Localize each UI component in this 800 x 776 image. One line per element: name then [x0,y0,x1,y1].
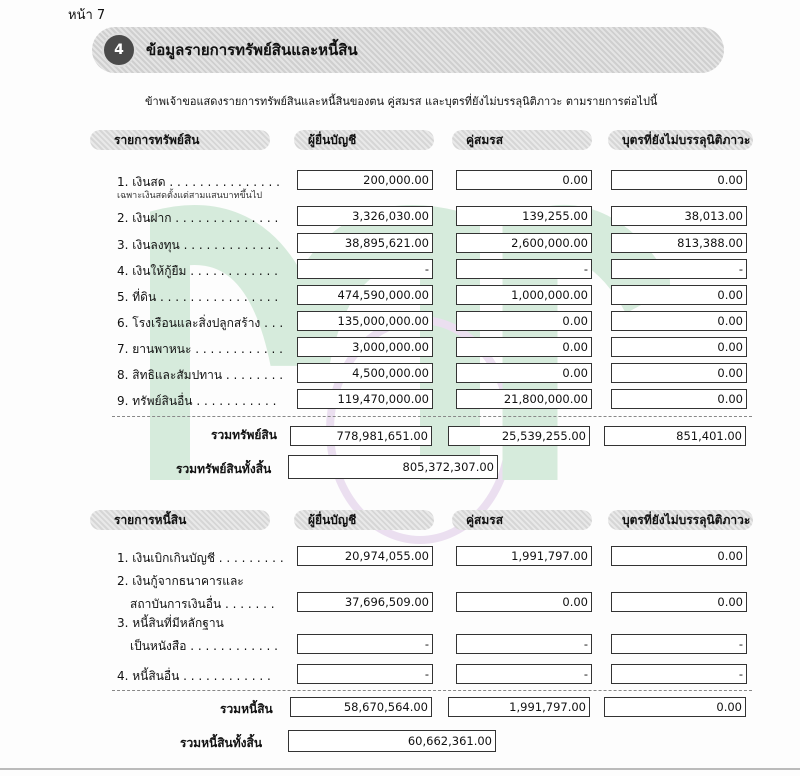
liability-children-value: 0.00 [611,546,747,566]
asset-row-label: 1. เงินสด . . . . . . . . . . . . . . . [117,175,280,189]
asset-spouse-value: 21,800,000.00 [456,389,592,409]
asset-spouse-value: 0.00 [456,170,592,190]
assets-total-owner: 778,981,651.00 [290,426,432,446]
asset-children-value: 0.00 [611,363,747,383]
liability-children-value: - [611,634,747,654]
liability-row-label-cont: สถาบันการเงินอื่น . . . . . . . [130,597,275,611]
liabilities-header: รายการหนี้สิน [90,510,270,530]
assets-grand-total: 805,372,307.00 [288,455,498,479]
intro-text: ข้าพเจ้าขอแสดงรายการทรัพย์สินและหนี้สินของตน คู่สมรส และบุตรที่ยังไม่บรรลุนิติภาวะ ตามรายการต่อไปนี้ [145,95,658,108]
asset-owner-value: 4,500,000.00 [297,363,433,383]
asset-owner-value: 38,895,621.00 [297,233,433,253]
assets-total-children: 851,401.00 [604,426,746,446]
liability-row-label-cont: เป็นหนังสือ . . . . . . . . . . . . [130,639,278,653]
col-spouse-header: คู่สมรส [452,130,592,150]
asset-row-label: 9. ทรัพย์สินอื่น . . . . . . . . . . . [117,394,277,408]
asset-spouse-value: 139,255.00 [456,206,592,226]
asset-owner-value: - [297,259,433,279]
asset-row-label: 2. เงินฝาก . . . . . . . . . . . . . . [117,211,279,225]
liability-row-label: 4. หนี้สินอื่น . . . . . . . . . . . . [117,669,271,683]
asset-spouse-value: - [456,259,592,279]
liability-spouse-value: 1,991,797.00 [456,546,592,566]
liability-owner-value: - [297,634,433,654]
liability-spouse-value: - [456,634,592,654]
asset-row-label: 8. สิทธิและสัมปทาน . . . . . . . . [117,368,284,382]
col-spouse-header-2: คู่สมรส [452,510,592,530]
liabilities-grand-total: 60,662,361.00 [288,730,496,752]
liability-row-label: 1. เงินเบิกเกินบัญชี . . . . . . . . . [117,551,284,565]
liability-row-label: 3. หนี้สินที่มีหลักฐาน [117,616,224,630]
assets-total-label: รวมทรัพย์สิน [211,428,277,442]
liability-children-value: - [611,664,747,684]
asset-spouse-value: 0.00 [456,363,592,383]
assets-header: รายการทรัพย์สิน [90,130,270,150]
asset-owner-value: 119,470,000.00 [297,389,433,409]
liability-row-label: 2. เงินกู้จากธนาคารและ [117,574,244,588]
asset-owner-value: 200,000.00 [297,170,433,190]
asset-children-value: 0.00 [611,311,747,331]
asset-row-label: 7. ยานพาหนะ . . . . . . . . . . . . [117,342,283,356]
col-children-header-2: บุตรที่ยังไม่บรรลุนิติภาวะ [608,510,753,530]
asset-spouse-value: 0.00 [456,311,592,331]
asset-row-label: 3. เงินลงทุน . . . . . . . . . . . . . [117,238,279,252]
asset-row-label: 6. โรงเรือนและสิ่งปลูกสร้าง . . . [117,316,284,330]
page-bottom-edge [0,768,800,770]
liabilities-total-owner: 58,670,564.00 [290,697,432,717]
col-owner-header-2: ผู้ยื่นบัญชี [294,510,434,530]
liability-spouse-value: 0.00 [456,592,592,612]
page-number: หน้า 7 [68,8,106,23]
asset-spouse-value: 0.00 [456,337,592,357]
divider-2 [112,690,752,691]
liabilities-grand-label: รวมหนี้สินทั้งสิ้น [180,736,263,750]
assets-grand-label: รวมทรัพย์สินทั้งสิ้น [176,462,272,476]
asset-children-value: 813,388.00 [611,233,747,253]
liability-owner-value: - [297,664,433,684]
asset-children-value: 0.00 [611,389,747,409]
liability-owner-value: 37,696,509.00 [297,592,433,612]
asset-children-value: 38,013.00 [611,206,747,226]
section-number-badge: 4 [102,33,136,67]
asset-row-label: 4. เงินให้กู้ยืม . . . . . . . . . . . . [117,264,278,278]
asset-row-note: เฉพาะเงินสดตั้งแต่สามแสนบาทขึ้นไป [117,191,263,201]
divider [112,416,752,417]
liabilities-total-label: รวมหนี้สิน [220,702,273,716]
asset-row-label: 5. ที่ดิน . . . . . . . . . . . . . . . . [117,290,279,304]
section-title: ข้อมูลรายการทรัพย์สินและหนี้สิน [146,41,358,59]
asset-children-value: 0.00 [611,337,747,357]
liability-children-value: 0.00 [611,592,747,612]
asset-owner-value: 3,326,030.00 [297,206,433,226]
asset-children-value: - [611,259,747,279]
liability-spouse-value: - [456,664,592,684]
liabilities-total-spouse: 1,991,797.00 [448,697,590,717]
col-owner-header: ผู้ยื่นบัญชี [294,130,434,150]
liabilities-total-children: 0.00 [604,697,746,717]
asset-spouse-value: 1,000,000.00 [456,285,592,305]
assets-total-spouse: 25,539,255.00 [448,426,590,446]
liability-owner-value: 20,974,055.00 [297,546,433,566]
asset-owner-value: 135,000,000.00 [297,311,433,331]
asset-owner-value: 3,000,000.00 [297,337,433,357]
asset-spouse-value: 2,600,000.00 [456,233,592,253]
asset-owner-value: 474,590,000.00 [297,285,433,305]
asset-children-value: 0.00 [611,170,747,190]
col-children-header: บุตรที่ยังไม่บรรลุนิติภาวะ [608,130,753,150]
asset-children-value: 0.00 [611,285,747,305]
